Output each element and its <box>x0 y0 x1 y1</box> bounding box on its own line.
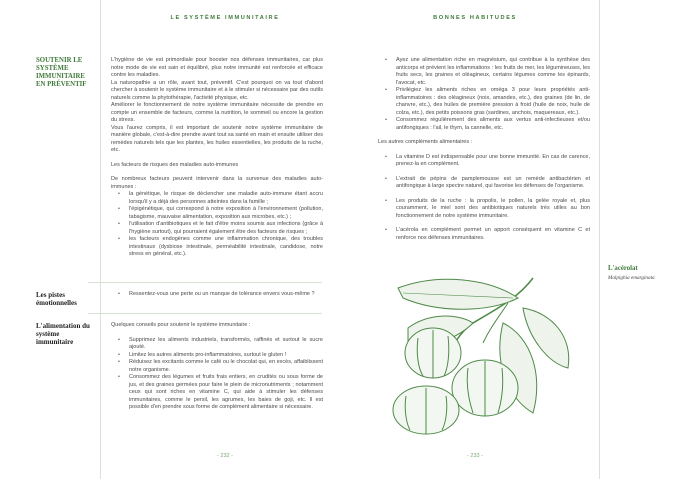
paragraph: La naturopathie a un rôle, avant tout, préventif. C'est pourquoi on va tout d'abord chercher à soutenir le système immunitaire et à le stimuler si nécessaire par des outils naturels comme la phytothérapie, l'activité physique, etc. <box>111 79 323 101</box>
intro: Quelques conseils pour soutenir le système immunitaire : <box>111 322 251 328</box>
list-item: • Consommez des légumes et fruits frais entiers, en crudités ou sous forme de jus, et des graines germées pour faire le plein de micronutriments ; notamment ceux qui sont riches en vitamine C, qui aide à stimuler les défenses immunitaires, comme le persil, les agrumes, les baies de goji, etc. Il est possible d'en prendre sous forme de complément alimentaire si nécessaire. <box>129 374 323 412</box>
list-item: • L'acérola en complément permet un apport conséquent en vitamine C et renforce nos défenses immunitaires. <box>396 227 590 242</box>
section-title-emotions: Les pistes émotionnelles <box>36 291 77 307</box>
section-emotions-body <box>111 291 323 299</box>
page-number: - 232 - <box>217 453 233 459</box>
alimentation-list <box>111 337 323 412</box>
list-item: • l'épigénétique, qui correspond à notre exposition à l'environnement (pollution, tabagisme, mauvaise alimentation, exposition aux microbes, etc.) ; <box>129 206 323 221</box>
supplements-intro: Les autres compléments alimentaires : <box>378 139 473 145</box>
list-item: • Ressentez-vous une perte ou un manque de tolérance envers vous-même ? <box>129 291 323 299</box>
list-item: • Privilégiez les aliments riches en oméga 3 pour leurs propriétés anti-inflammatoires : des oléagineux (noix, amandes, etc.), des graines (de lin, de chanvre, etc.), des huiles de première pression à froid (huile de noix, huile de colza, etc.), des petits poissons gras (sardines, anchois, maquereaux, etc.). <box>396 87 590 117</box>
list-item: • Ayez une alimentation riche en magnésium, qui contribue à la synthèse des anticorps et prévient les inflammations : les fruits de mer, les légumineuses, les fruits secs, les graines et oléagineux, certains légumes comme les épinards, l'avocat, etc. <box>396 57 590 87</box>
paragraph: Améliorer le fonctionnement de notre système immunitaire nécessite de prendre en compte un ensemble de facteurs, comme la nutrition, le sommeil ou encore la gestion du stress. <box>111 102 323 123</box>
risk-factor-list <box>111 191 323 259</box>
divider <box>88 313 322 314</box>
list-item: • Les produits de la ruche : la propolis, le pollen, la gelée royale et, plus couramment, le miel sont des antibiotiques naturels très utiles au bon fonctionnement de notre système immunitaire. <box>396 198 590 221</box>
supplements-list <box>378 154 590 243</box>
section-title-preventif: SOUTENIR LE SYSTÈME IMMUNITAIRE EN PRÉVENTIF <box>36 57 87 88</box>
list-item: • Limitez les autres aliments pro-inflammatoires, surtout le gluten ! <box>129 352 323 360</box>
running-head: BONNES HABITUDES <box>433 15 517 21</box>
list-item: • Supprimez les aliments industriels, transformés, raffinés et surtout le sucre ajouté. <box>129 337 323 352</box>
acerola-branch-illustration <box>378 268 590 436</box>
illustration-caption-title: L'acérolat <box>608 265 638 272</box>
section-alimentation-body <box>111 322 323 412</box>
section-title-alimentation: L'alimentation du système immunitaire <box>36 322 90 346</box>
section-preventif-body <box>111 57 323 259</box>
illustration-caption-subtitle: Malpighia emarginata <box>608 275 655 281</box>
list-item: • la génétique, le risque de déclencher une maladie auto-immune étant accru lorsqu'il y a déjà des personnes atteintes dans la famille ; <box>129 191 323 206</box>
emotions-list <box>111 291 323 299</box>
list-item: • les facteurs endogènes comme une inflammation chronique, des troubles intestinaux (dysbiose intestinale, perméabilité intestinale, candidose, notre stress en général, etc.). <box>129 236 323 259</box>
intro: De nombreux facteurs peuvent intervenir dans la survenue des maladies auto-immunes : <box>111 176 323 190</box>
list-item: • La vitamine D est indispensable pour une bonne immunité. En cas de carence, prenez-la en complément. <box>396 154 590 169</box>
list-item: • l'utilisation d'antibiotiques et le fait d'être moins soumis aux infections (grâce à l'hygiène surtout), qui pourraient également être des facteurs de risques ; <box>129 221 323 236</box>
list-item: • L'extrait de pépins de pamplemousse est un remède antibactérien et antifongique à large spectre naturel, qui favorise les défenses de l'organisme. <box>396 176 590 191</box>
divider <box>88 282 322 283</box>
running-head: LE SYSTÈME IMMUNITAIRE <box>170 15 280 21</box>
left-margin-rule <box>100 0 101 479</box>
list-item: • Consommez régulièrement des aliments aux vertus anti-infectieuses et/ou antifongiques : l'ail, le thym, la cannelle, etc. <box>396 117 590 132</box>
list-item: • Réduisez les excitants comme le café ou le chocolat qui, en excès, affaiblissent notre organisme. <box>129 359 323 374</box>
paragraph: Vous l'aurez compris, il est important de soutenir notre système immunitaire de manière globale, c'est-à-dire prendre avant tout sa santé en main et ensuite utiliser des remèdes naturels tels que les plantes, les huiles essentielles, les produits de la ruche, etc. <box>111 124 324 153</box>
subheading: Les facteurs de risques des maladies auto-immunes <box>111 161 239 168</box>
right-page-body <box>378 57 590 249</box>
page-number: - 233 - <box>467 453 483 459</box>
paragraph: L'hygiène de vie est primordiale pour booster nos défenses immunitaires, car plus notre mode de vie est sain et équilibré, plus notre immunité est renforcée et efficace contre les maladies. <box>111 57 323 78</box>
habits-list <box>378 57 590 132</box>
